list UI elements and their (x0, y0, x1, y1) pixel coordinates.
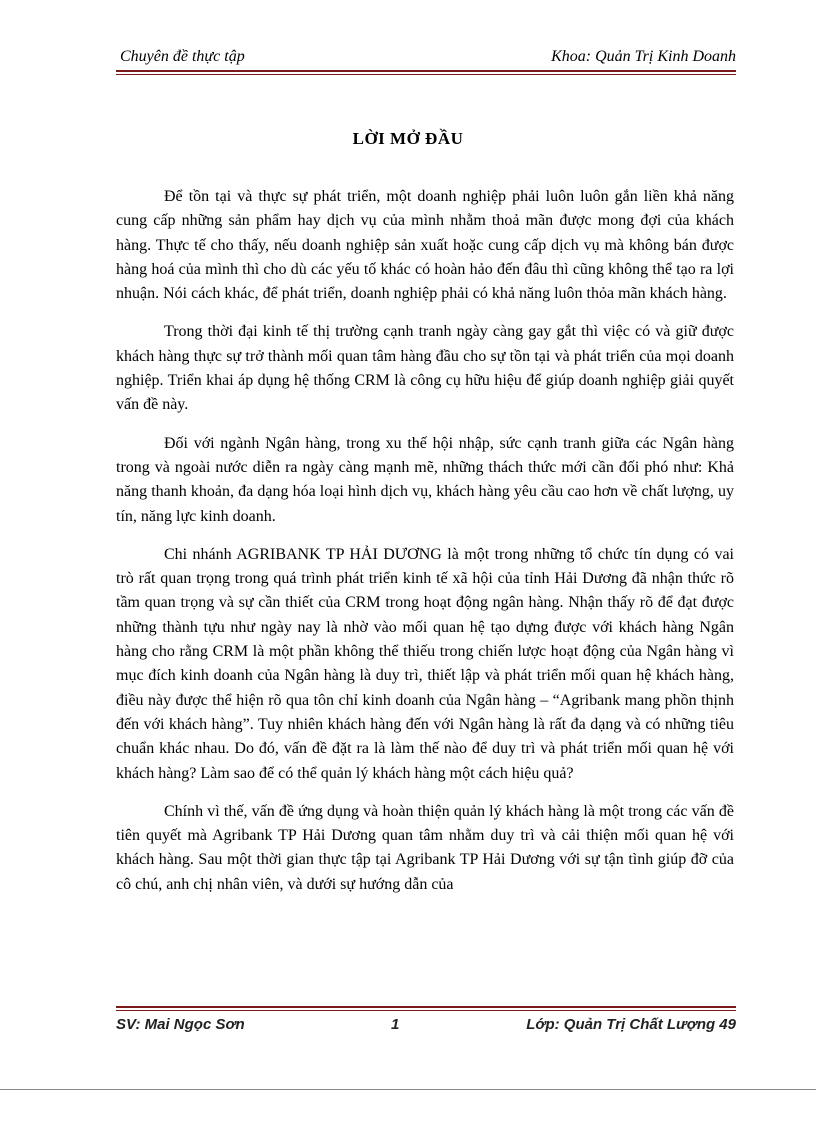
footer-class-name: Lớp: Quản Trị Chất Lượng 49 (526, 1016, 736, 1033)
footer-rule-thick (116, 1006, 736, 1008)
page-header (116, 46, 736, 70)
footer-rule-thin (116, 1010, 736, 1011)
paragraph-5: Chính vì thế, vấn đề ứng dụng và hoàn thiện quản lý khách hàng là một trong các vấn đề tiên quyết mà Agribank TP Hải Dương quan tâm nhằm duy trì và cải thiện mối quan hệ với khách hàng. Sau một thời gian thực tập tại Agribank TP Hải Dương với sự tận tình giúp đỡ của cô chú, anh chị nhân viên, và dưới sự hướng dẫn của (116, 802, 734, 893)
paragraph-1: Để tồn tại và thực sự phát triển, một doanh nghiệp phải luôn luôn gắn liền khả năng cung cấp những sản phẩm hay dịch vụ của mình nhằm thoả mãn được mong đợi của khách hàng. Thực tế cho thấy, nếu doanh nghiệp sản xuất hoặc cung cấp dịch vụ mà không bán được hàng hoá của mình thì cho dù các yếu tố khác có hoàn hảo đến đâu thì cũng không thể tạo ra lợi nhuận. Nói cách khác, để phát triển, doanh nghiệp phải có khả năng luôn thỏa mãn khách hàng. (116, 188, 734, 303)
footer-page-number: 1 (391, 1016, 400, 1033)
page-bottom-edge (0, 1089, 816, 1090)
paragraph-2: Trong thời đại kinh tế thị trường cạnh tranh ngày càng gay gắt thì việc có và giữ được khách hàng thực sự trở thành mối quan tâm hàng đầu cho sự tồn tại và phát triển của mọi doanh nghiệp. Triển khai áp dụng hệ thống CRM là công cụ hữu hiệu để giúp doanh nghiệp giải quyết vấn đề này. (116, 323, 734, 414)
header-rule-thick (116, 70, 736, 72)
header-left-text: Chuyên đề thực tập (120, 48, 245, 65)
footer-student-name: SV: Mai Ngọc Sơn (116, 1016, 245, 1033)
header-rule-thin (116, 74, 736, 75)
header-right-text: Khoa: Quản Trị Kinh Doanh (551, 48, 736, 65)
paragraph-4: Chi nhánh AGRIBANK TP HẢI DƯƠNG là một trong những tổ chức tín dụng có vai trò rất quan trọng trong quá trình phát triển kinh tế xã hội của tỉnh Hải Dương đã nhận thức rõ tầm quan trọng và sự cần thiết của CRM trong hoạt động ngân hàng. Nhận thấy rõ để đạt được những thành tựu như ngày nay là nhờ vào mối quan hệ tạo dựng được với khách hàng Ngân hàng cho rằng CRM là một phần không thể thiếu trong chiến lược hoạt động của Ngân hàng vì mục đích kinh doanh của Ngân hàng là duy trì, thiết lập và phát triển mối quan hệ khách hàng, điều này được thể hiện rõ qua tôn chỉ kinh doanh của Ngân hàng – “Agribank mang phồn thịnh đến với khách hàng”. Tuy nhiên khách hàng đến với Ngân hàng là rất đa dạng và có những tiêu chuẩn khác nhau. Do đó, vấn đề đặt ra là làm thế nào để duy trì và phát triển mối quan hệ với khách hàng? Làm sao để có thể quản lý khách hàng một cách hiệu quả? (116, 545, 734, 782)
paragraph-3: Đối với ngành Ngân hàng, trong xu thế hội nhập, sức cạnh tranh giữa các Ngân hàng trong và ngoài nước diễn ra ngày càng mạnh mẽ, những thách thức mới cần đối phó như: Khả năng thanh khoản, đa dạng hóa loại hình dịch vụ, khách hàng yêu cầu cao hơn về chất lượng, uy tín, năng lực kinh doanh. (116, 434, 734, 525)
document-body (116, 185, 734, 911)
page-title: LỜI MỞ ĐẦU (352, 129, 464, 148)
